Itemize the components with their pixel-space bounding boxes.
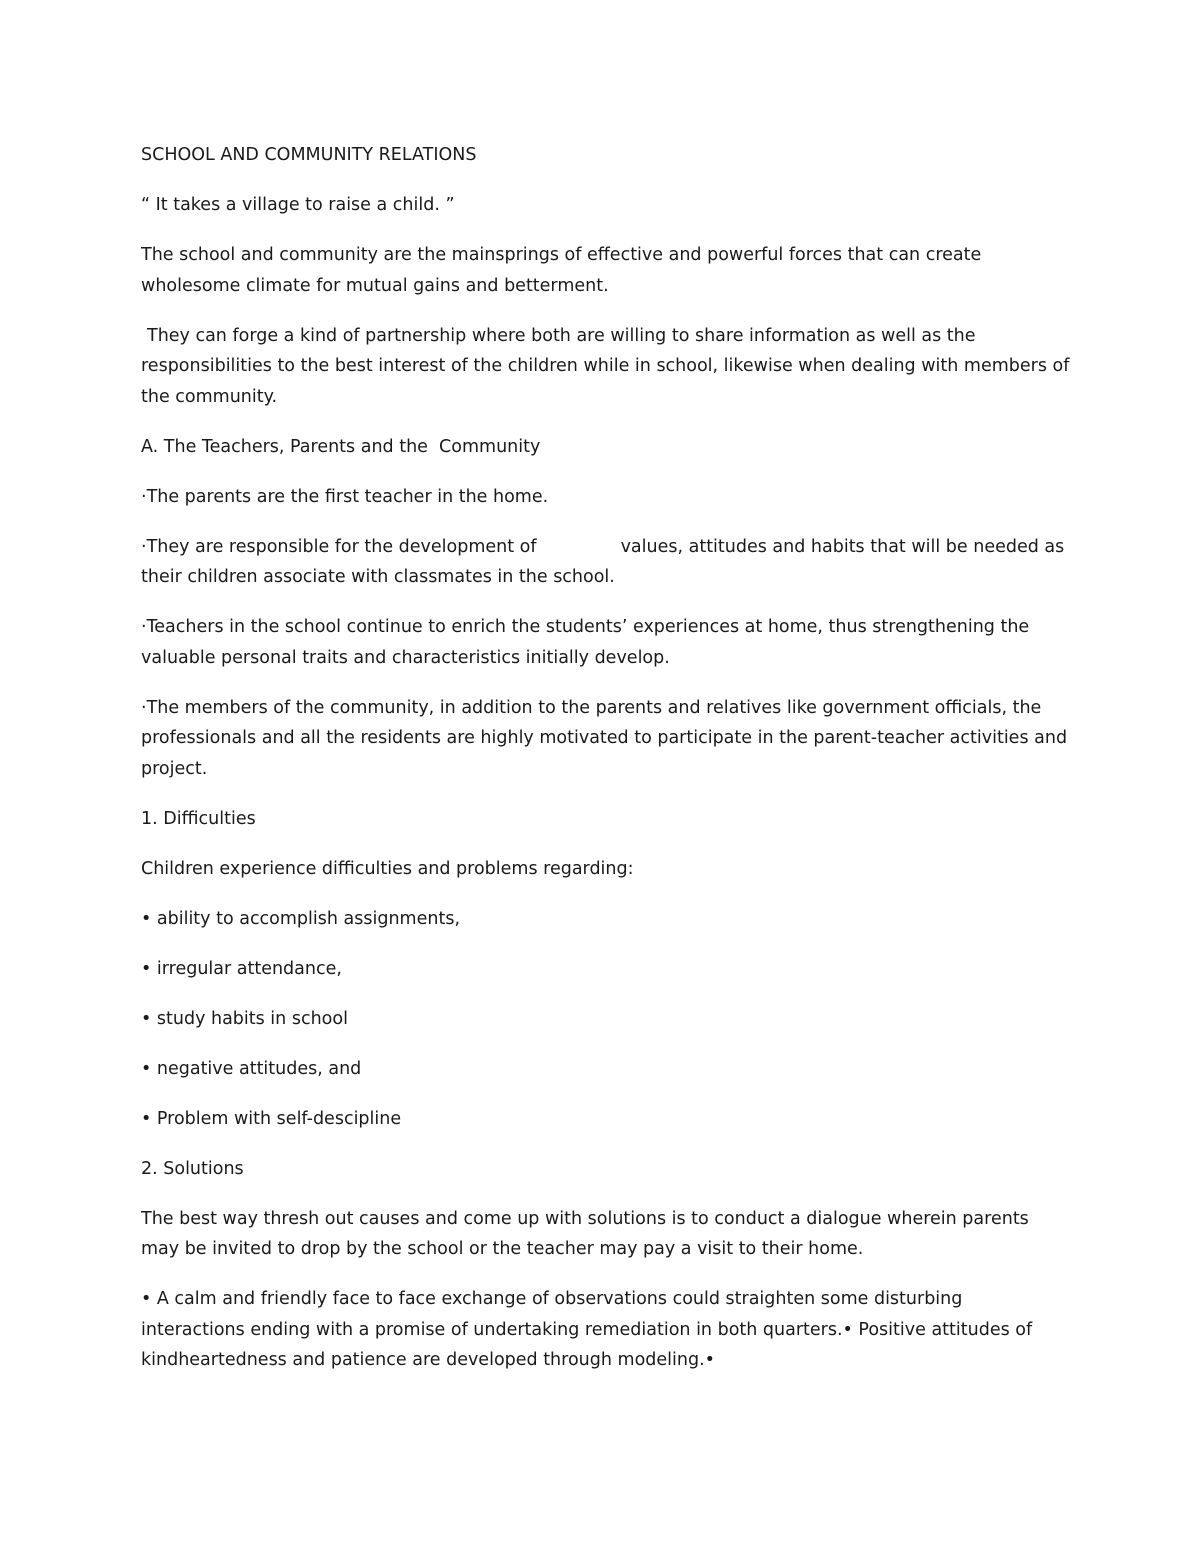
section-a-point-community: ·The members of the community, in addition to the parents and relatives like government officials, the professionals and all the residents are highly motivated to participate in the parent-teacher activities and project. <box>141 697 1073 779</box>
section-a-point-responsibility <box>141 532 1071 593</box>
difficulties-heading: 1. Difficulties <box>141 808 256 829</box>
document-body <box>141 140 1075 1395</box>
solutions-intro: The best way thresh out causes and come up with solutions is to conduct a dialogue wherein parents may be invited to drop by the school or the teacher may pay a visit to their home. <box>141 1208 1035 1259</box>
difficulty-item: • Problem with self-descipline <box>141 1108 402 1129</box>
partnership-paragraph <box>141 321 1075 413</box>
difficulty-item: • study habits in school <box>141 1008 348 1029</box>
partnership-text: They can forge a kind of partnership where both are willing to share information as well as the responsibilities to the best interest of the children while in school, likewise when dealing with members of the community. <box>141 325 1075 407</box>
intro-paragraph: The school and community are the mainsprings of effective and powerful forces that can create wholesome climate for mutual gains and betterment. <box>141 245 987 296</box>
responsibility-tail-text: values, attitudes and habits that will be needed as their children associate with classmates in the school. <box>141 536 1070 587</box>
difficulty-item: • irregular attendance, <box>141 958 342 979</box>
difficulties-intro: Children experience difficulties and problems regarding: <box>141 858 634 879</box>
responsibility-lead-text: ·They are responsible for the development of <box>141 536 537 557</box>
solutions-heading: 2. Solutions <box>141 1158 244 1179</box>
solutions-detail: • A calm and friendly face to face exchange of observations could straighten some disturbing interactions ending with a promise of undertaking remediation in both quarters.• Positive attitudes of kindheartedness and patience are developed through modeling.• <box>141 1289 1038 1370</box>
section-a-point-parents: ·The parents are the first teacher in the home. <box>141 486 549 507</box>
section-a-point-teachers: ·Teachers in the school continue to enrich the students’ experiences at home, thus strengthening the valuable personal traits and characteristics initially develop. <box>141 617 1035 668</box>
section-a-heading: A. The Teachers, Parents and the Community <box>141 436 541 457</box>
opening-quote: “ It takes a village to raise a child. ” <box>141 195 455 215</box>
document-title: SCHOOL AND COMMUNITY RELATIONS <box>141 145 477 165</box>
difficulty-item: • negative attitudes, and <box>141 1058 362 1079</box>
difficulty-item: • ability to accomplish assignments, <box>141 908 461 929</box>
